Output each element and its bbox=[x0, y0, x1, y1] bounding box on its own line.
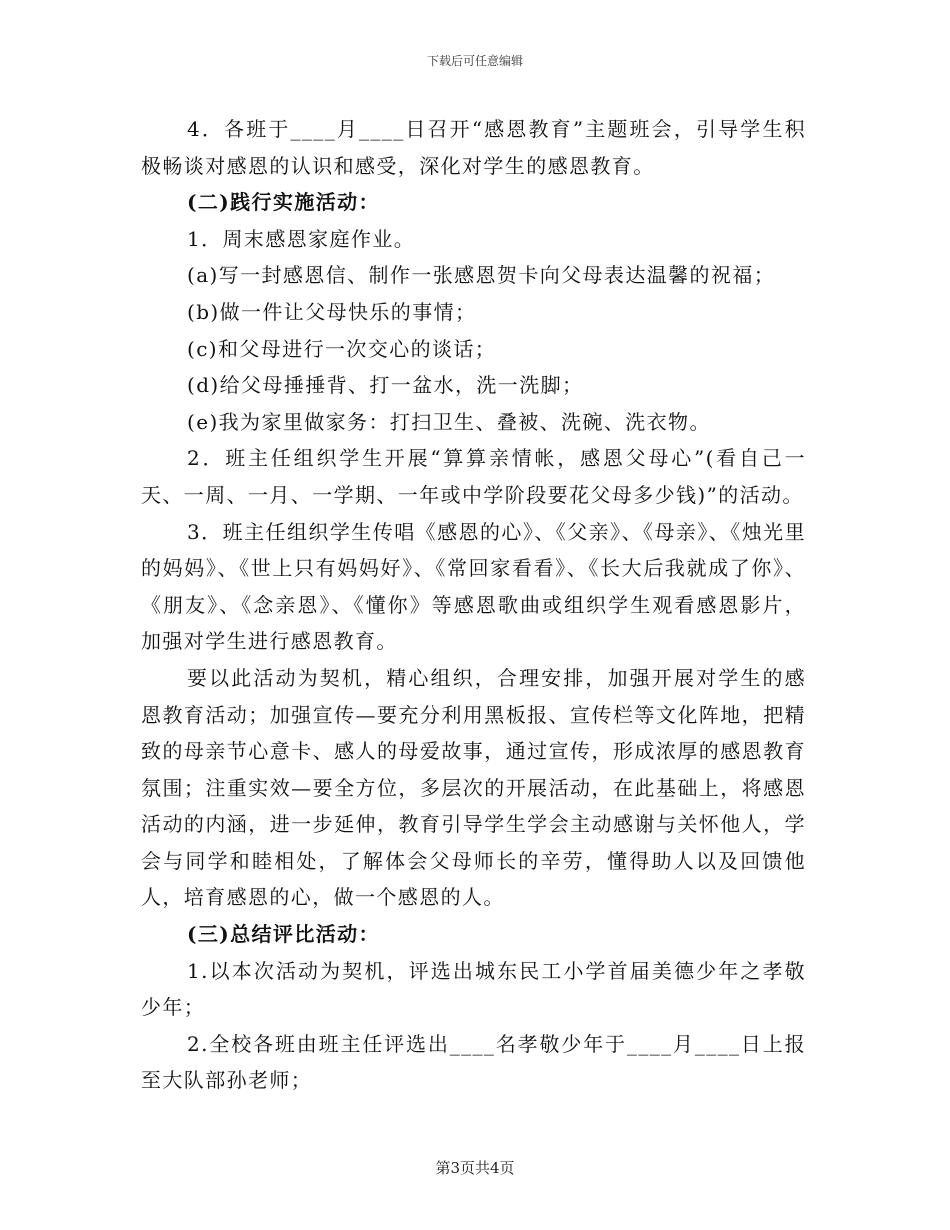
paragraph-family-account: 2．班主任组织学生开展“算算亲情帐，感恩父母心”(看自己一天、一周、一月、一学期、一年或中学阶段要花父母多少钱)”的活动。 bbox=[141, 446, 806, 507]
list-item-d: (d)给父母捶捶背、打一盆水，洗一洗脚； bbox=[187, 373, 584, 398]
list-item-a: (a)写一封感恩信、制作一张感恩贺卡向父母表达温馨的祝福； bbox=[187, 263, 776, 288]
list-item-e: (e)我为家里做家务：打扫卫生、叠被、洗碗、洗衣物。 bbox=[187, 409, 711, 434]
paragraph-evaluation-2: 2.全校各班由班主任评选出____名孝敬少年于____月____日上报至大队部孙老师； bbox=[141, 1031, 806, 1093]
paragraph-songs: 3．班主任组织学生传唱《感恩的心》、《父亲》、《母亲》、《烛光里的妈妈》、《世上只有妈妈好》、《常回家看看》、《长大后我就成了你》、《朋友》、《念亲恩》、《懂你》等感恩歌曲或组织学生观看感恩影片，加强对学生进行感恩教育。 bbox=[141, 519, 806, 654]
paragraph-summary: 要以此活动为契机，精心组织，合理安排，加强开展对学生的感恩教育活动；加强宣传—要充分利用黑板报、宣传栏等文化阵地，把精致的母亲节心意卡、感人的母爱故事，通过宣传，形成浓厚的感恩教育氛围；注重实效—要全方位，多层次的开展活动，在此基础上，将感恩活动的内涵，进一步延伸，教育引导学生学会主动感谢与关怀他人，学会与同学和睦相处，了解体会父母师长的辛劳，懂得助人以及回馈他人，培育感恩的心，做一个感恩的人。 bbox=[141, 665, 806, 910]
document-body bbox=[141, 111, 806, 1099]
paragraph-weekend-homework: 1．周末感恩家庭作业。 bbox=[187, 226, 416, 251]
section-heading-evaluation: (三)总结评比活动： bbox=[187, 922, 380, 947]
page-header: 下载后可任意编辑 bbox=[426, 54, 523, 68]
list-item-b: (b)做一件让父母快乐的事情； bbox=[187, 299, 477, 324]
page-footer: 第3页共4页 bbox=[435, 1159, 515, 1177]
paragraph-class-meeting: 4．各班于____月____日召开“感恩教育”主题班会，引导学生积极畅谈对感恩的认识和感受，深化对学生的感恩教育。 bbox=[141, 117, 806, 178]
paragraph-evaluation-1: 1.以本次活动为契机，评选出城东民工小学首届美德少年之孝敬少年； bbox=[141, 958, 806, 1020]
list-item-c: (c)和父母进行一次交心的谈话； bbox=[187, 336, 497, 361]
section-heading-practice: (二)践行实施活动： bbox=[187, 190, 380, 215]
